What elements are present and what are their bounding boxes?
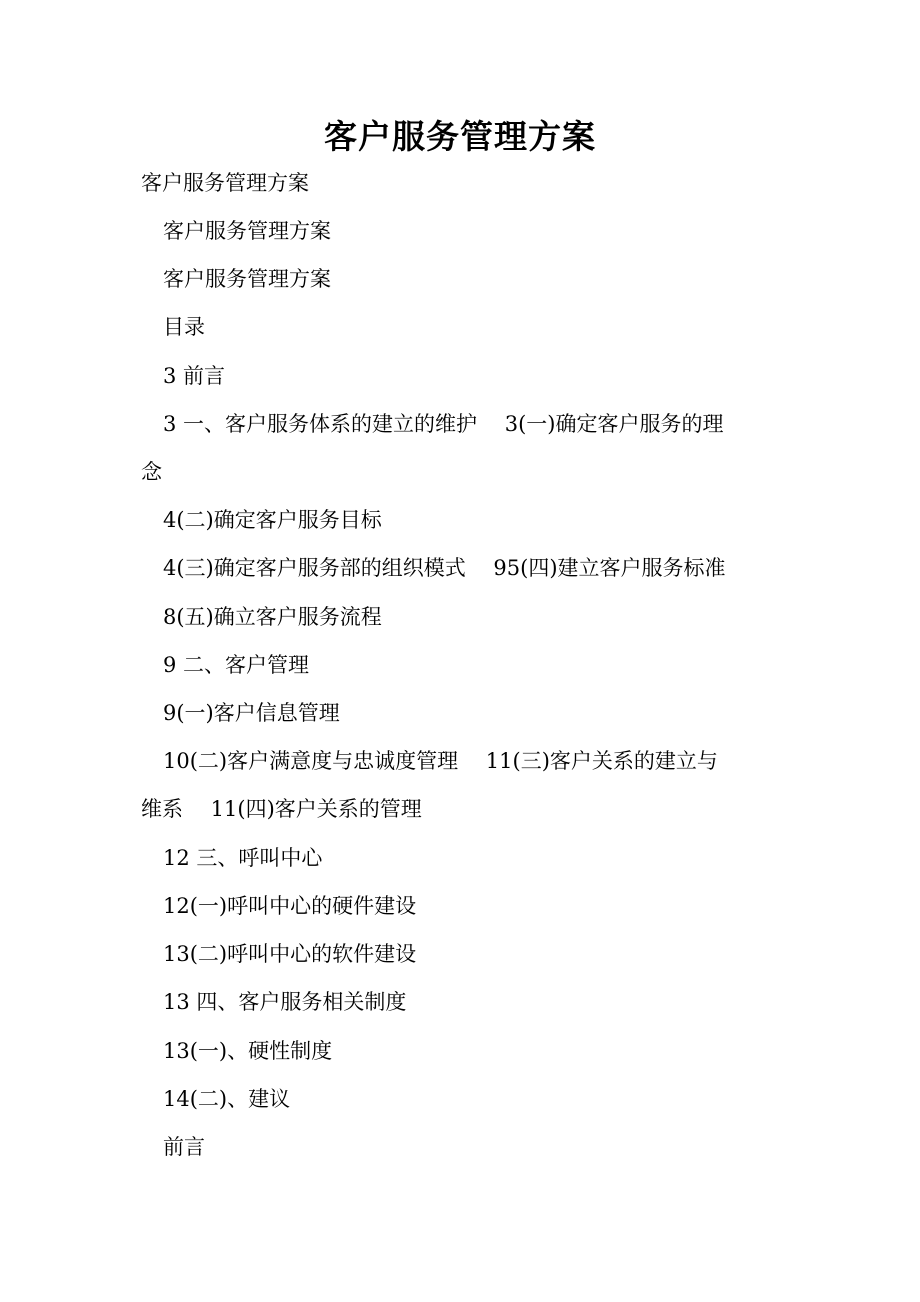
toc-entry: 13(一)、硬性制度 bbox=[163, 1039, 333, 1063]
toc-entry: 3 一、客户服务体系的建立的维护 3(一)确定客户服务的理 bbox=[163, 412, 724, 436]
toc-entry: 14(二)、建议 bbox=[163, 1087, 291, 1111]
toc-entry-continuation: 维系 11(四)客户关系的管理 bbox=[141, 797, 422, 821]
subtitle-line: 客户服务管理方案 bbox=[141, 171, 309, 195]
toc-entry: 8(五)确立客户服务流程 bbox=[163, 605, 382, 629]
toc-entry-continuation: 念 bbox=[141, 460, 162, 484]
toc-heading: 目录 bbox=[163, 315, 205, 339]
toc-entry: 13(二)呼叫中心的软件建设 bbox=[163, 942, 417, 966]
toc-entry: 12(一)呼叫中心的硬件建设 bbox=[163, 894, 417, 918]
subtitle-line: 客户服务管理方案 bbox=[163, 219, 331, 243]
toc-entry: 13 四、客户服务相关制度 bbox=[163, 990, 407, 1014]
toc-entry: 9 二、客户管理 bbox=[163, 653, 310, 677]
toc-entry: 9(一)客户信息管理 bbox=[163, 701, 340, 725]
toc-entry: 3 前言 bbox=[163, 364, 226, 388]
toc-entry: 4(三)确定客户服务部的组织模式 95(四)建立客户服务标准 bbox=[163, 556, 726, 580]
toc-entry: 12 三、呼叫中心 bbox=[163, 846, 323, 870]
document-title: 客户服务管理方案 bbox=[324, 117, 596, 156]
toc-entry: 4(二)确定客户服务目标 bbox=[163, 508, 382, 532]
section-heading: 前言 bbox=[163, 1135, 205, 1159]
toc-entry: 10(二)客户满意度与忠诚度管理 11(三)客户关系的建立与 bbox=[163, 749, 718, 773]
subtitle-line: 客户服务管理方案 bbox=[163, 267, 331, 291]
